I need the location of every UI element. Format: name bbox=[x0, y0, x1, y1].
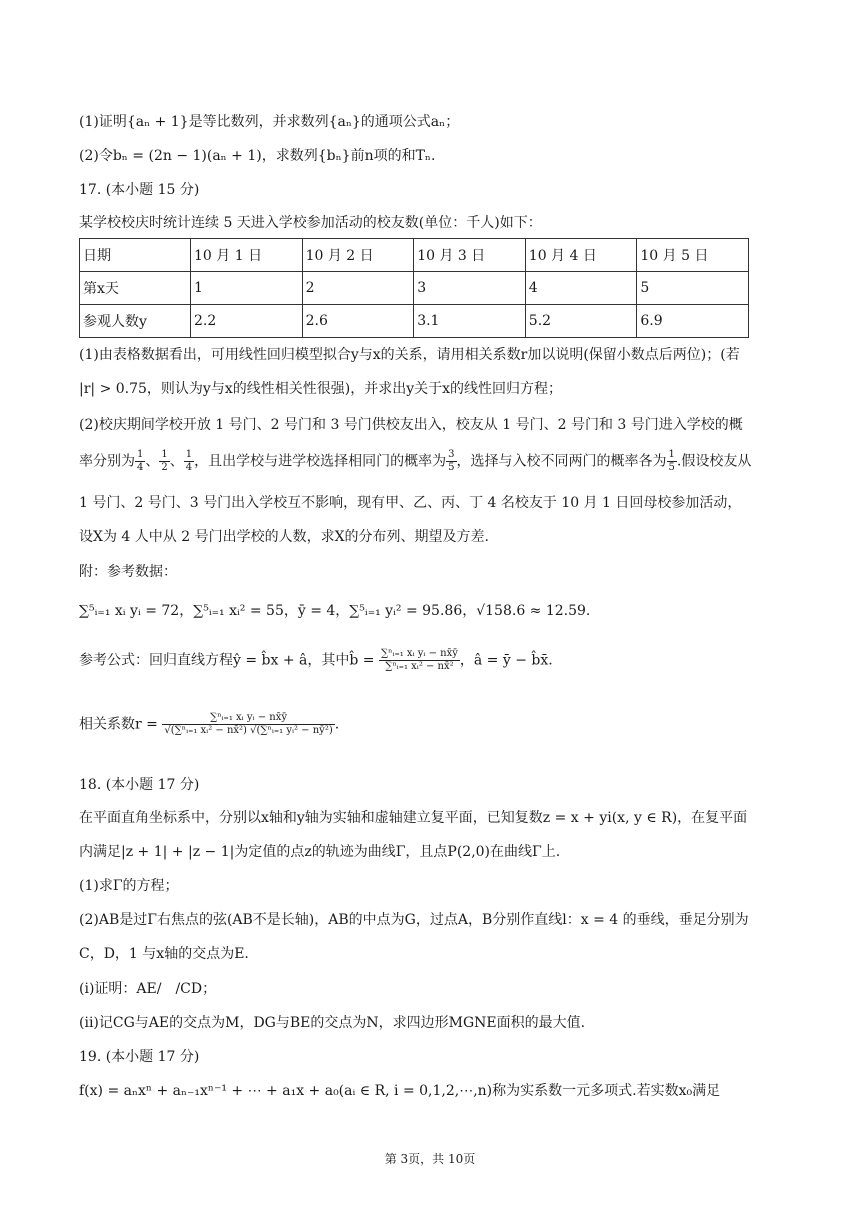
fraction-num: 1 bbox=[668, 449, 675, 460]
appendix-heading: 附：参考数据： bbox=[79, 564, 177, 580]
fraction-num: 1 bbox=[137, 449, 144, 460]
table-cell: 10 月 1 日 bbox=[191, 239, 303, 272]
table-cell: 5.2 bbox=[525, 305, 637, 338]
table-cell: 2.6 bbox=[302, 305, 414, 338]
table-cell: 参观人数y bbox=[80, 305, 191, 338]
page-footer: 第 3页，共 10页 bbox=[384, 1152, 476, 1166]
q18-heading: 18. (本小题 17 分) bbox=[79, 777, 200, 793]
q16-part2: (2)令bₙ = (2n − 1)(aₙ + 1)，求数列{bₙ}前n项的和Tₙ. bbox=[79, 148, 436, 164]
fraction-num: ∑ⁿᵢ₌₁ xᵢ yᵢ − nx̄ȳ bbox=[162, 712, 334, 725]
q17-part1-a: (1)由表格数据看出，可用线性回归模型拟合y与x的关系，请用相关系数r加以说明(保留小数点后两位)；(若 bbox=[79, 347, 740, 363]
fraction-r bbox=[162, 712, 334, 737]
q18-part-i: (i)证明：AE/ /CD； bbox=[79, 981, 217, 997]
q16-part1: (1)证明{aₙ + 1}是等比数列，并求数列{aₙ}的通项公式aₙ； bbox=[79, 114, 460, 130]
table-cell: 5 bbox=[637, 272, 749, 305]
table-cell: 3 bbox=[414, 272, 526, 305]
table-cell: 2 bbox=[302, 272, 414, 305]
q17-part2-d: 设X为 4 人中从 2 号门出学校的人数，求X的分布列、期望及方差. bbox=[79, 529, 489, 545]
prob-text-4: .假设校友从 bbox=[676, 453, 752, 470]
table-row bbox=[80, 305, 749, 338]
fraction-den: ∑ⁿᵢ₌₁ xᵢ² − nx̄² bbox=[385, 661, 454, 672]
correlation-formula: 相关系数r = $\frac{\text{∑ⁿᵢ₌₁ xᵢ yᵢ − nx̄ȳ}}{\text{√(∑ⁿᵢ₌₁ xᵢ² − nx̄²) √(∑ⁿᵢ₌₁ yᵢ² − nȳ²)}}$ . bbox=[79, 712, 340, 736]
q19-text-a: f(x) = aₙxⁿ + aₙ₋₁xⁿ⁻¹ + ⋯ + a₁x + a₀(aᵢ ∈ R, i = 0,1,2,⋯,n)称为实系数一元多项式.若实数x₀满足 bbox=[79, 1083, 721, 1099]
reference-data: ∑⁵ᵢ₌₁ xᵢ yᵢ = 72，∑⁵ᵢ₌₁ xᵢ² = 55，ȳ = 4，∑⁵ᵢ₌₁ yᵢ² = 95.86，√158.6 ≈ 12.59. bbox=[79, 603, 591, 619]
table-cell: 3.1 bbox=[414, 305, 526, 338]
q18-part1: (1)求Γ的方程； bbox=[79, 878, 179, 894]
fraction-den: 4 bbox=[137, 462, 144, 473]
prob-text-3: ，选择与入校不同两门的概率各为 bbox=[456, 453, 667, 470]
fraction-den: 5 bbox=[448, 462, 455, 473]
q17-part2-a: (2)校庆期间学校开放 1 号门、2 号门和 3 号门供校友出入，校友从 1 号门、2 号门和 3 号门进入学校的概 bbox=[79, 417, 743, 433]
q19-heading: 19. (本小题 17 分) bbox=[79, 1049, 200, 1065]
regression-formula bbox=[79, 648, 553, 673]
regression-formula-tail: ，â = ȳ − b̂x̄. bbox=[459, 652, 553, 669]
q18-part2-a: (2)AB是过Γ右焦点的弦(AB不是长轴)，AB的中点为G，过点A，B分别作直线l：x = 4 的垂线，垂足分别为 bbox=[79, 912, 749, 928]
fraction-den: 5 bbox=[668, 462, 675, 473]
fraction-b-hat bbox=[379, 648, 460, 673]
table-cell: 日期 bbox=[80, 239, 191, 272]
fraction-den: 4 bbox=[185, 462, 193, 473]
prob-text-1: 率分别为 bbox=[79, 453, 135, 470]
q17-intro: 某学校校庆时统计连续 5 天进入学校参加活动的校友数(单位：千人)如下： bbox=[79, 215, 542, 231]
q17-part1-b: |r| > 0.75，则认为y与x的线性相关性很强)，并求出y关于x的线性回归方程； bbox=[79, 381, 562, 397]
fraction-num: 3 bbox=[448, 449, 455, 460]
regression-formula-text: 参考公式：回归直线方程ŷ = b̂x + â，其中b̂ = bbox=[79, 652, 375, 669]
table-cell: 第x天 bbox=[80, 272, 191, 305]
data-table bbox=[79, 238, 749, 338]
q18-part2-b: C，D，1 与x轴的交点为E. bbox=[79, 946, 249, 962]
fraction-p1 bbox=[135, 449, 145, 474]
q17-part2-c: 1 号门、2 号门、3 号门出入学校互不影响，现有甲、乙、丙、丁 4 名校友于 10 月 1 日回母校参加活动， bbox=[79, 495, 742, 511]
table-cell: 10 月 3 日 bbox=[414, 239, 526, 272]
fraction-p2 bbox=[159, 449, 169, 474]
q17-part2-b: 率分别为 $\frac{1}{4}$ 、 $\frac{1}{2}$ 、 $\frac{1}{4}$ ，且出学校与进学校选择相同门的概率为 $\frac{3}{5}$ ，选择与入校不同两门的概率各为 $\frac{1}{5}$ .假设校友从 bbox=[79, 449, 752, 473]
fraction-num: 1 bbox=[161, 449, 168, 460]
fraction-same bbox=[446, 449, 456, 474]
table-cell: 6.9 bbox=[637, 305, 749, 338]
q18-part-ii: (ii)记CG与AE的交点为M，DG与BE的交点为N，求四边形MGNE面积的最大值. bbox=[79, 1015, 586, 1031]
fraction-num: 1 bbox=[185, 449, 193, 460]
fraction-diff bbox=[667, 449, 677, 474]
table-cell: 10 月 4 日 bbox=[525, 239, 637, 272]
prob-text-2: ，且出学校与进学校选择相同门的概率为 bbox=[194, 453, 447, 470]
fraction-den: √(∑ⁿᵢ₌₁ xᵢ² − nx̄²) √(∑ⁿᵢ₌₁ yᵢ² − nȳ²) bbox=[164, 725, 333, 736]
table-cell: 10 月 2 日 bbox=[302, 239, 414, 272]
fraction-p3 bbox=[184, 449, 194, 474]
fraction-den: 2 bbox=[161, 462, 168, 473]
table-cell: 4 bbox=[525, 272, 637, 305]
correlation-label: 相关系数r = bbox=[79, 716, 158, 733]
table-cell: 10 月 5 日 bbox=[637, 239, 749, 272]
table-cell: 2.2 bbox=[191, 305, 303, 338]
q18-text-a: 在平面直角坐标系中，分别以x轴和y轴为实轴和虚轴建立复平面，已知复数z = x + yi(x, y ∈ R)，在复平面 bbox=[79, 810, 748, 826]
table-cell: 1 bbox=[191, 272, 303, 305]
table-row bbox=[80, 272, 749, 305]
fraction-num: ∑ⁿᵢ₌₁ xᵢ yᵢ − nx̄ȳ bbox=[380, 648, 458, 659]
q17-heading: 17. (本小题 15 分) bbox=[79, 182, 200, 198]
table-row bbox=[80, 239, 749, 272]
q18-text-b: 内满足|z + 1| + |z − 1|为定值的点z的轨迹为曲线Γ，且点P(2,0)在曲线Γ上. bbox=[79, 844, 561, 860]
